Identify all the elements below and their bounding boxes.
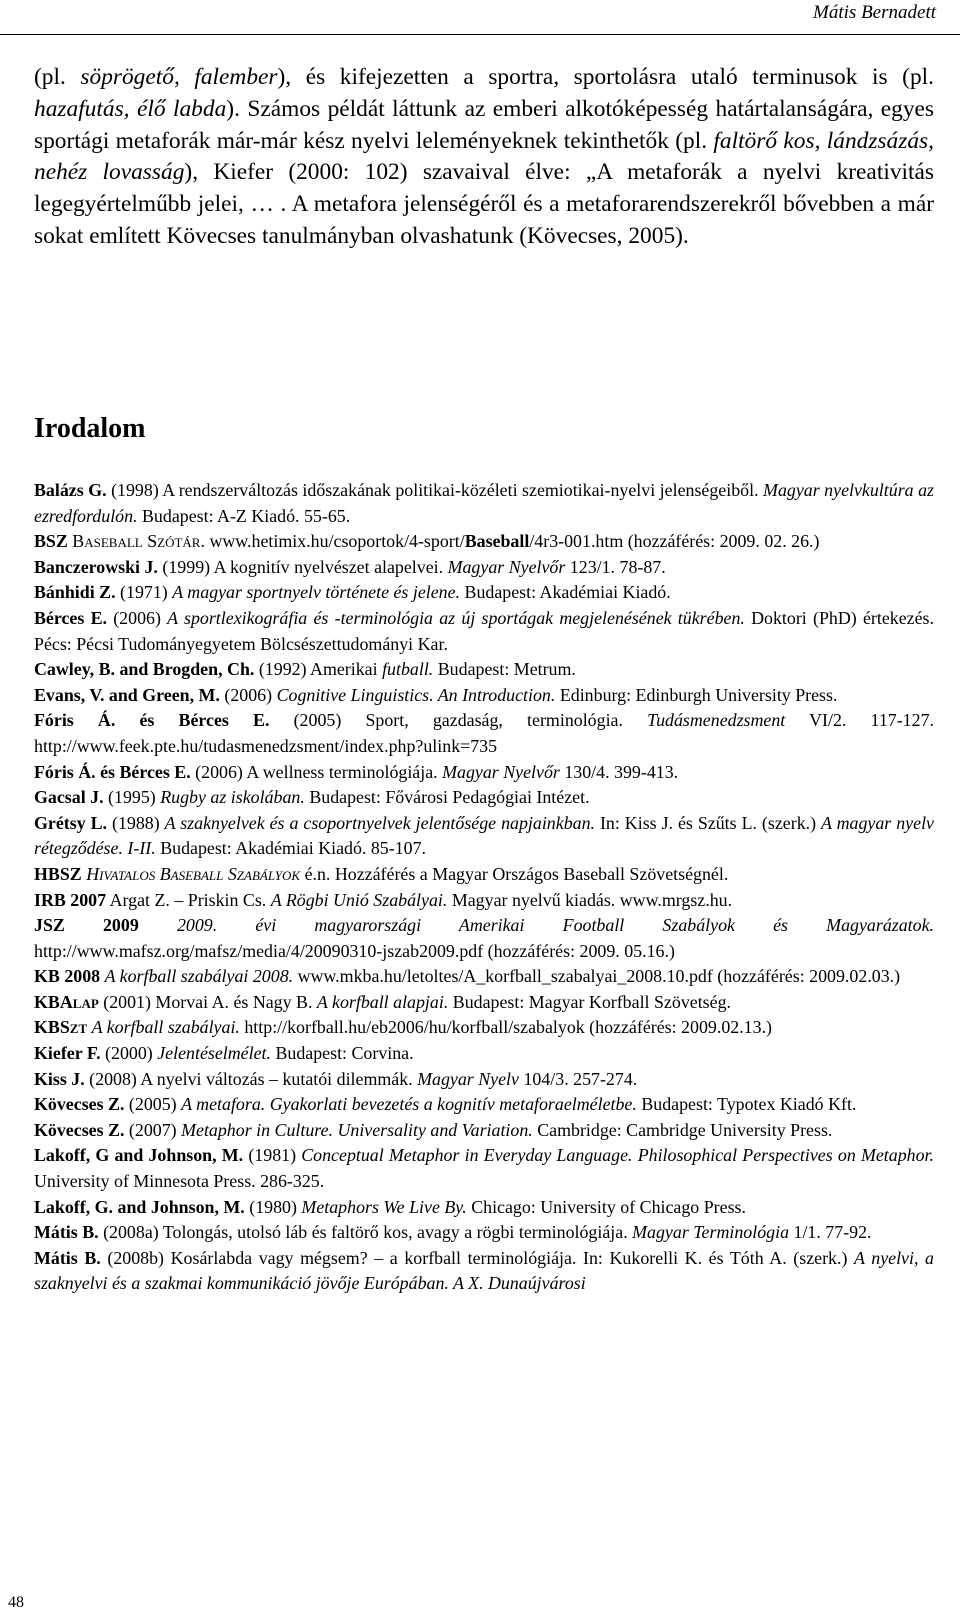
- reference-title: A magyar nyelv rétegződése. I-II.: [34, 812, 934, 859]
- reference-author: JSZ 2009: [34, 915, 139, 936]
- reference-entry: [34, 785, 934, 811]
- reference-entry: [34, 760, 934, 786]
- reference-text: (1988): [107, 812, 165, 833]
- reference-title: Tudásmenedzsment: [647, 710, 786, 731]
- reference-text: é.n. Hozzáférés a Magyar Országos Baseball Szövetségnél.: [300, 863, 729, 884]
- reference-list: [34, 478, 934, 1297]
- reference-author: Bánhidi Z.: [34, 582, 116, 603]
- reference-entry: [34, 555, 934, 581]
- reference-text: In: Kiss J. és Szűts L. (szerk.): [595, 812, 822, 833]
- reference-entry: [34, 580, 934, 606]
- reference-author: Kövecses Z.: [34, 1119, 125, 1140]
- para-italic: hazafutás, élő labda: [34, 95, 227, 122]
- reference-text: http://korfball.hu/eb2006/hu/korfball/szabalyok (hozzáférés: 2009.02.13.): [239, 1017, 772, 1038]
- reference-title: A magyar sportnyelv története és jelene.: [172, 582, 461, 603]
- reference-entry: [34, 1195, 934, 1221]
- reference-title: A korfball szabályai 2008.: [104, 966, 294, 987]
- reference-text: Budapest: Corvina.: [270, 1043, 414, 1064]
- reference-text: Chicago: University of Chicago Press.: [466, 1196, 746, 1217]
- reference-title: A szaknyelvek és a csoportnyelvek jelentősége napjainkban.: [164, 812, 595, 833]
- reference-entry: [34, 683, 934, 709]
- reference-title: 2009. évi magyarországi Amerikai Football Szabályok és Magyarázatok.: [176, 915, 935, 936]
- reference-text: University of Minnesota Press. 286-325.: [34, 1171, 325, 1192]
- reference-title: Hivatalos Baseball Szabályok: [86, 863, 301, 884]
- reference-text: Doktori (PhD) értekezés. Pécs: Pécsi Tudományegyetem Bölcsészettudományi Kar.: [34, 607, 934, 654]
- reference-author: BSZ: [34, 531, 73, 552]
- reference-author: KBAlap: [34, 991, 99, 1012]
- reference-text: (1995): [103, 787, 161, 808]
- reference-text: 130/4. 399-413.: [559, 761, 679, 782]
- running-header: Mátis Bernadett: [813, 2, 936, 23]
- reference-text: (1999) A kognitív nyelvészet alapelvei.: [157, 556, 448, 577]
- reference-text: Edinburg: Edinburgh University Press.: [555, 684, 838, 705]
- reference-title: Magyar Nyelvőr: [442, 761, 560, 782]
- body-paragraph: [34, 62, 934, 253]
- reference-text: Budapest: Akadémiai Kiadó. 85-107.: [155, 838, 427, 859]
- reference-author: Mátis B.: [34, 1247, 101, 1268]
- reference-entry: [34, 964, 934, 990]
- para-text: ). Számos példát láttunk az emberi alkotóképesség határtalanságára, egyes sportági metaforák már-már kész nyelvi leleményeknek tekinthetők (pl.: [34, 95, 935, 154]
- reference-title: Metaphor in Culture. Universality and Variation.: [181, 1119, 533, 1140]
- reference-author: Balázs G.: [34, 480, 107, 500]
- reference-entry: [34, 1067, 934, 1093]
- reference-author: HBSZ: [34, 863, 87, 884]
- reference-title: Cognitive Linguistics. An Introduction.: [276, 684, 556, 705]
- reference-text: Magyar nyelvű kiadás. www.mrgsz.hu.: [447, 889, 733, 910]
- reference-author: IRB 2007: [34, 889, 107, 910]
- reference-title: Conceptual Metaphor in Everyday Language. Philosophical Perspectives on Metaphor.: [301, 1145, 934, 1166]
- para-text: ), és kifejezetten a sportra, sportolásra utaló terminusok is (pl.: [277, 64, 934, 90]
- reference-author: Mátis B.: [34, 1222, 99, 1243]
- para-text: (pl.: [34, 64, 81, 90]
- reference-title: Rugby az iskolában.: [160, 787, 305, 808]
- reference-title: futball.: [382, 659, 434, 680]
- reference-author: Cawley, B. and Brogden, Ch.: [34, 659, 255, 680]
- reference-entry: [34, 1246, 934, 1297]
- reference-text: Budapest: A-Z Kiadó. 55-65.: [137, 505, 351, 526]
- reference-title: A Rögbi Unió Szabályai.: [270, 889, 448, 910]
- reference-entry: [34, 990, 934, 1016]
- reference-text: (1980): [244, 1196, 302, 1217]
- reference-title: A sportlexikográfia és -terminológia az új sportágak megjelenésének tükrében.: [167, 607, 745, 628]
- reference-text: (2000): [100, 1043, 158, 1064]
- reference-author: Fóris Á. és Bérces E.: [34, 761, 191, 782]
- reference-entry: [34, 529, 934, 555]
- reference-entry: [34, 1220, 934, 1246]
- reference-author: Grétsy L.: [34, 812, 108, 833]
- reference-author: Kiefer F.: [34, 1043, 101, 1064]
- reference-entry: [34, 478, 934, 529]
- reference-entry: [34, 657, 934, 683]
- reference-text: Budapest: Fővárosi Pedagógiai Intézet.: [304, 787, 590, 808]
- reference-entry: [34, 1092, 934, 1118]
- reference-text: (2006): [219, 684, 277, 705]
- reference-text: Cambridge: Cambridge University Press.: [532, 1119, 833, 1140]
- reference-author: Lakoff, G and Johnson, M.: [34, 1145, 244, 1166]
- reference-author: Evans, V. and Green, M.: [34, 684, 220, 705]
- reference-title: A korfball szabályai.: [91, 1017, 240, 1038]
- reference-entry: [34, 606, 934, 657]
- header-rule: [0, 34, 960, 35]
- reference-title: Jelentéselmélet.: [157, 1043, 271, 1064]
- reference-title: A metafora. Gyakorlati bevezetés a kognitív metaforaelméletbe.: [181, 1094, 637, 1115]
- reference-text: Argat Z. – Priskin Cs.: [106, 889, 271, 910]
- reference-text: Baseball Szótár.: [72, 531, 205, 552]
- reference-text: (1971): [115, 582, 173, 603]
- reference-author: Gacsal J.: [34, 787, 104, 808]
- reference-title: Magyar nyelvkultúra az ezredfordulón.: [34, 480, 935, 526]
- reference-title: Magyar Terminológia: [632, 1222, 790, 1243]
- reference-text: Budapest: Akadémiai Kiadó.: [460, 582, 671, 603]
- reference-text: (2008b) Kosárlabda vagy mégsem? – a korfball terminológiája. In: Kukorelli K. és Tóth A. (szerk.): [100, 1247, 855, 1268]
- reference-entry: [34, 1143, 934, 1194]
- para-italic: faltörő kos, lándzsázás, nehéz lovasság: [34, 127, 934, 186]
- reference-entry: [34, 1041, 934, 1067]
- reference-text: (1998) A rendszerváltozás időszakának politikai-közéleti szemiotikai-nyelvi jelenségeiből.: [106, 480, 764, 500]
- page-number: 48: [8, 1596, 24, 1609]
- reference-entry: [34, 888, 934, 914]
- reference-text: 123/1. 78-87.: [565, 556, 666, 577]
- reference-entry: [34, 708, 934, 759]
- reference-author: KBSzt: [34, 1017, 88, 1038]
- reference-text: (2008a) Tolongás, utolsó láb és faltörő kos, avagy a rögbi terminológiája.: [98, 1222, 633, 1243]
- reference-entry: [34, 1118, 934, 1144]
- reference-entry: [34, 811, 934, 862]
- reference-title: Metaphors We Live By.: [301, 1196, 467, 1217]
- reference-text: 1/1. 77-92.: [789, 1222, 872, 1243]
- reference-text: (2005): [124, 1094, 182, 1115]
- reference-title: Magyar Nyelvőr: [447, 556, 566, 577]
- reference-text: (2001) Morvai A. és Nagy B.: [98, 991, 317, 1012]
- reference-text: 104/3. 257-274.: [518, 1068, 638, 1089]
- reference-author: KB 2008: [34, 966, 101, 987]
- reference-title: A korfball alapjai.: [316, 991, 449, 1012]
- reference-text: (2008) A nyelvi változás – kutatói dilemmák.: [84, 1068, 418, 1089]
- reference-text: [139, 915, 177, 935]
- reference-entry: [34, 913, 934, 964]
- reference-title: A nyelvi, a szaknyelvi és a szakmai kommunikáció jövője Európában. A X. Dunaújvárosi: [34, 1247, 935, 1294]
- reference-author: Lakoff, G. and Johnson, M.: [34, 1196, 245, 1217]
- reference-text: VI/2. 117-127. http://www.feek.pte.hu/tudasmenedzsment/index.php?ulink=735: [34, 710, 934, 756]
- reference-text: Budapest: Metrum.: [433, 659, 576, 680]
- reference-text: www.mkba.hu/letoltes/A_korfball_szabalyai_2008.10.pdf (hozzáférés: 2009.02.03.): [293, 966, 901, 987]
- reference-text: (2007): [124, 1119, 182, 1140]
- reference-text: (2005) Sport, gazdaság, terminológia.: [269, 710, 648, 731]
- reference-text: (2006) A wellness terminológiája.: [190, 761, 443, 782]
- reference-text: www.hetimix.hu/csoportok/4-sport/: [204, 531, 465, 552]
- reference-text: /4r3-001.htm (hozzáférés: 2009. 02. 26.): [529, 531, 820, 552]
- para-italic: söprögető, falember: [80, 64, 278, 90]
- reference-text: Budapest: Typotex Kiadó Kft.: [636, 1094, 857, 1115]
- reference-entry: [34, 862, 934, 888]
- section-heading: Irodalom: [34, 413, 146, 444]
- reference-author: Bérces E.: [34, 607, 107, 628]
- reference-title: Magyar Nyelv: [417, 1068, 519, 1089]
- reference-entry: [34, 1015, 934, 1041]
- reference-author: Fóris Á. és Bérces E.: [34, 710, 270, 731]
- reference-text: (2006): [106, 607, 168, 628]
- reference-text: (1992) Amerikai: [254, 659, 383, 680]
- para-text: ), Kiefer (2000: 102) szavaival élve: „A metaforák a nyelvi kreativitás legegyértelműbb jelei, … . A metafora jelenségéről és a metaforarendszerekről bővebben a már sokat említett Kövecses tanulmányban olvashatunk (Kövecses, 2005).: [34, 159, 934, 249]
- reference-author: Kiss J.: [34, 1068, 85, 1089]
- reference-author: Kövecses Z.: [34, 1094, 125, 1115]
- reference-author: Baseball: [464, 531, 530, 552]
- reference-text: (1981): [243, 1145, 302, 1166]
- reference-author: Banczerowski J.: [34, 556, 158, 577]
- reference-text: Budapest: Magyar Korfball Szövetség.: [448, 991, 732, 1012]
- reference-text: http://www.mafsz.org/mafsz/media/4/20090310-jszab2009.pdf (hozzáférés: 2009. 05.16.): [34, 940, 675, 961]
